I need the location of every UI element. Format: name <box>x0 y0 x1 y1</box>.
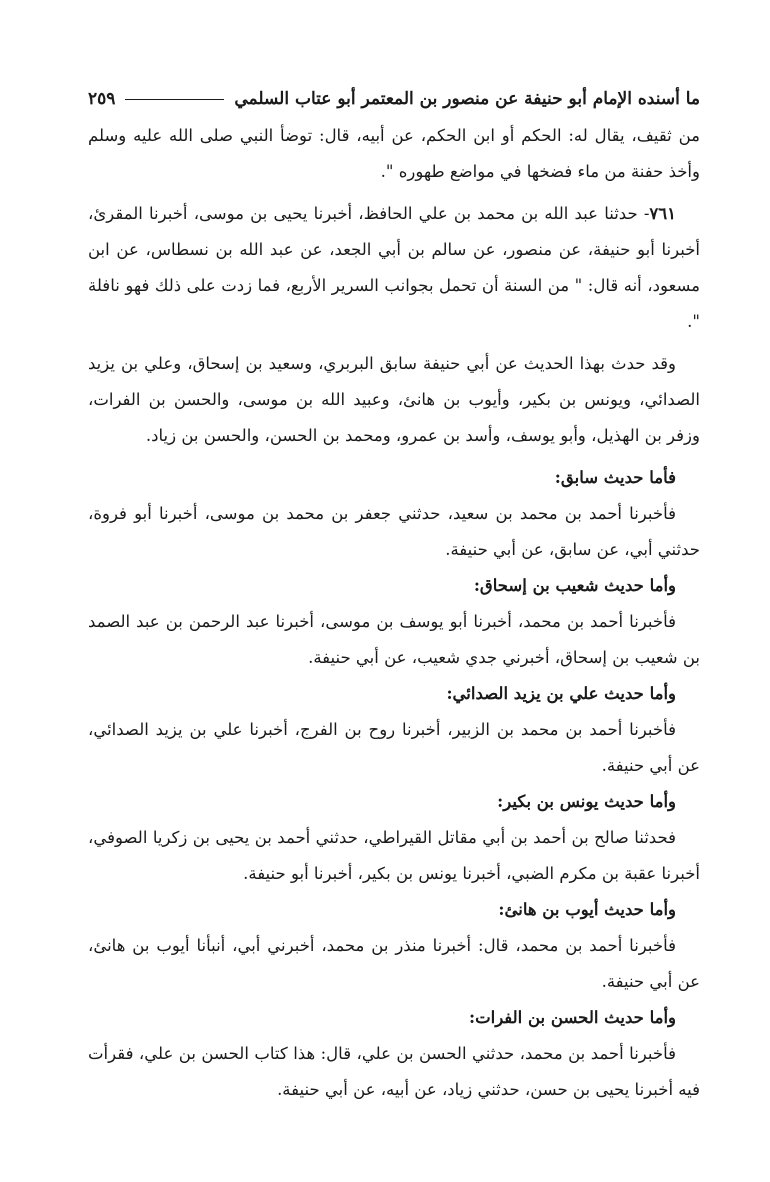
section-text: فأخبرنا أحمد بن محمد، أخبرنا أبو يوسف بن موسى، أخبرنا عبد الرحمن بن عبد الصمد بن شعيب بن إسحاق، أخبرني جدي شعيب، عن أبي حنيفة. <box>88 612 700 667</box>
section-heading: وأما حديث علي بن يزيد الصدائي: <box>446 684 676 703</box>
entry-761 <box>88 196 700 340</box>
section-text: فأخبرنا أحمد بن محمد بن الزبير، أخبرنا روح بن الفرج، أخبرنا علي بن يزيد الصدائي، عن أبي حنيفة. <box>88 720 700 775</box>
header-rule <box>125 99 224 100</box>
section-heading: وأما حديث شعيب بن إسحاق: <box>473 576 676 595</box>
running-header <box>88 80 700 118</box>
narrators-paragraph: وقد حدث بهذا الحديث عن أبي حنيفة سابق البربري، وسعيد بن إسحاق، وعلي بن يزيد الصدائي، ويونس بن بكير، وأيوب بن هانئ، وعبيد الله بن موسى، والحسن بن الفرات، وزفر بن الهذيل، وأبو يوسف، وأسد بن عمرو، ومحمد بن الحسن، والحسن بن زياد. <box>88 354 700 445</box>
section-text: فأخبرنا أحمد بن محمد بن سعيد، حدثني جعفر بن محمد بن موسى، أخبرنا أبو فروة، حدثني أبي، عن سابق، عن أبي حنيفة. <box>88 504 700 559</box>
section-heading: وأما حديث الحسن بن الفرات: <box>468 1008 676 1027</box>
continuation-paragraph: من ثقيف، يقال له: الحكم أو ابن الحكم، عن أبيه، قال: توضأ النبي صلى الله عليه وسلم وأخذ حفنة من ماء فضخها في مواضع طهوره ". <box>88 126 700 181</box>
book-page <box>88 80 700 1108</box>
header-title: ما أسنده الإمام أبو حنيفة عن منصور بن المعتمر أبو عتاب السلمي <box>234 89 700 109</box>
section-heading: وأما حديث أيوب بن هانئ: <box>498 900 676 919</box>
entry-number: ٧٦١ <box>649 204 676 223</box>
page-number: ٢٥٩ <box>88 89 116 109</box>
section-text: فأخبرنا أحمد بن محمد، قال: أخبرنا منذر بن محمد، أخبرني أبي، أنبأنا أيوب بن هانئ، عن أبي حنيفة. <box>88 936 700 991</box>
section-text: فأخبرنا أحمد بن محمد، حدثني الحسن بن علي، قال: هذا كتاب الحسن بن علي، فقرأت فيه أخبرنا يحيى بن حسن، حدثني زياد، عن أبيه، عن أبي حنيفة. <box>88 1044 700 1099</box>
entry-text: - حدثنا عبد الله بن محمد بن علي الحافظ، أخبرنا يحيى بن موسى، أخبرنا المقرئ، أخبرنا أبو حنيفة، عن منصور، عن سالم بن أبي الجعد، عن عبد الله بن نسطاس، عن ابن مسعود، أنه قال: " من السنة أن تحمل بجوانب السرير الأربع، فما زدت على ذلك فهو نافلة ". <box>88 204 700 331</box>
section-heading: فأما حديث سابق: <box>554 468 676 487</box>
section-heading: وأما حديث يونس بن بكير: <box>497 792 676 811</box>
section-text: فحدثنا صالح بن أحمد بن أبي مقاتل القيراطي، حدثني أحمد بن يحيى بن زكريا الصوفي، أخبرنا عقبة بن مكرم الضبي، أخبرنا يونس بن بكير، أخبرنا أبو حنيفة. <box>88 828 700 883</box>
